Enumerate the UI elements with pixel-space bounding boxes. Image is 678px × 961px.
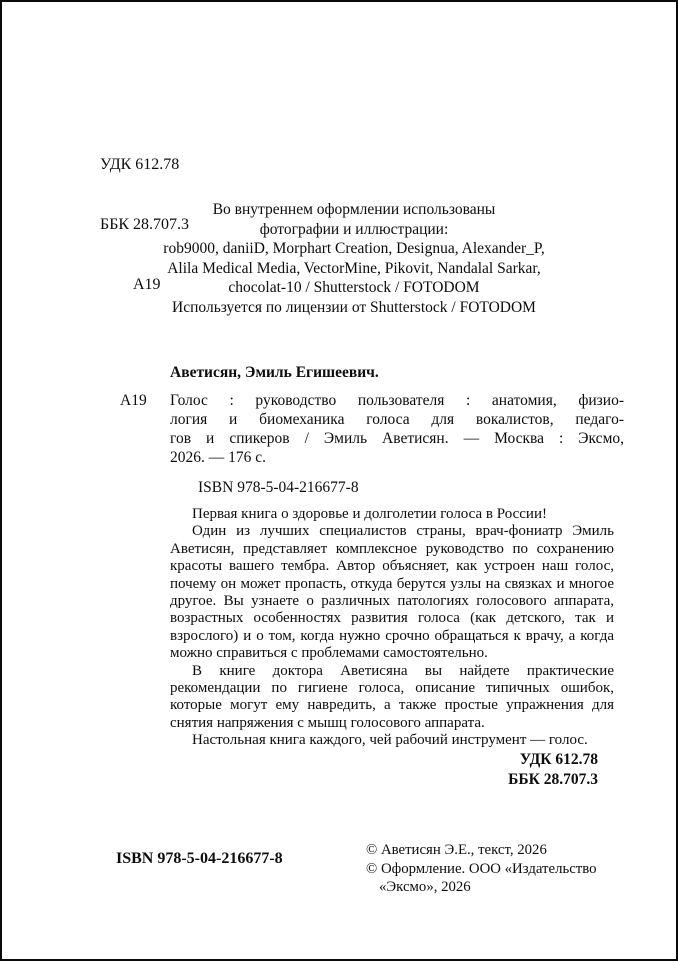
biblio-description-line: 2026. — 176 с. xyxy=(170,449,267,466)
biblio-description-line: гов и спикеров / Эмиль Аветисян. — Москва : Эксмо, xyxy=(170,430,624,447)
author-sign-code: А19 xyxy=(120,392,147,409)
biblio-description xyxy=(120,391,624,467)
credits-line: rob9000, daniiD, Morphart Creation, Designua, Alexander_P, xyxy=(163,240,545,257)
bibliographic-entry xyxy=(120,363,624,467)
copyright-line-design: © Оформление. ООО «Издательство xyxy=(366,860,597,877)
udk-number-bottom: УДК 612.78 xyxy=(519,751,598,768)
illustration-credits xyxy=(72,200,636,317)
credits-line: Используется по лицензии от Shutterstock / FOTODOM xyxy=(172,298,536,316)
annotation-paragraph: В книге доктора Аветисяна вы найдете практические рекомендации по гигиене голоса, описание типичных ошибок, которые могут ему навредить, а также простые упражнения для снятия напряжения с мышц голосового аппарата. xyxy=(170,662,614,731)
classification-block-bottom xyxy=(508,750,598,790)
biblio-description-row xyxy=(120,391,624,467)
copyright-line-text: © Аветисян Э.Е., текст, 2026 xyxy=(366,842,547,858)
isbn-number: ISBN 978-5-04-216677-8 xyxy=(198,479,359,496)
credits-line: chocolat-10 / Shutterstock / FOTODOM xyxy=(228,279,480,296)
bbk-number-bottom: ББК 28.707.3 xyxy=(508,771,598,788)
bbk-number-top: ББК 28.707.3 xyxy=(100,216,190,233)
annotation-paragraph: Один из лучших специалистов страны, врач-фониатр Эмиль Аветисян, представляет комплексное руководство по сохранению красоты вашего тембра. Автор объясняет, как устроен наш голос, почему он может пропасть, откуда берутся узлы на связках и многое другое. Вы узнаете о различных патологиях голосового аппарата, возрастных особенностях развития голоса (как детского, так и взрослого) и о том, когда нужно срочно обращаться к врачу, а когда можно справиться с проблемами самостоятельно. xyxy=(170,523,614,662)
annotation-paragraph: Первая книга о здоровье и долголетии голоса в России! xyxy=(192,506,547,522)
credits-line: фотографии и иллюстрации: xyxy=(259,220,449,238)
biblio-author: Аветисян, Эмиль Егишеевич. xyxy=(170,364,379,381)
annotation-text xyxy=(170,506,614,750)
author-sign-code-top: А19 xyxy=(133,276,161,293)
biblio-description-line: логия и биомеханика голоса для вокалистов, педаго- xyxy=(170,411,624,428)
annotation-paragraph: Настольная книга каждого, чей рабочий инструмент — голос. xyxy=(192,732,588,749)
copyright-line-design-cont: «Эксмо», 2026 xyxy=(379,879,471,895)
copyright-block xyxy=(366,841,597,897)
udk-number-top: УДК 612.78 xyxy=(100,156,180,173)
credits-line: Alila Medical Media, VectorMine, Pikovit, Nandalal Sarkar, xyxy=(167,259,541,277)
biblio-description-line: Голос : руководство пользователя : анатомия, физио- xyxy=(170,392,624,409)
isbn-number-bottom: ISBN 978-5-04-216677-8 xyxy=(116,850,283,867)
credits-line: Во внутреннем оформлении использованы xyxy=(212,201,496,218)
